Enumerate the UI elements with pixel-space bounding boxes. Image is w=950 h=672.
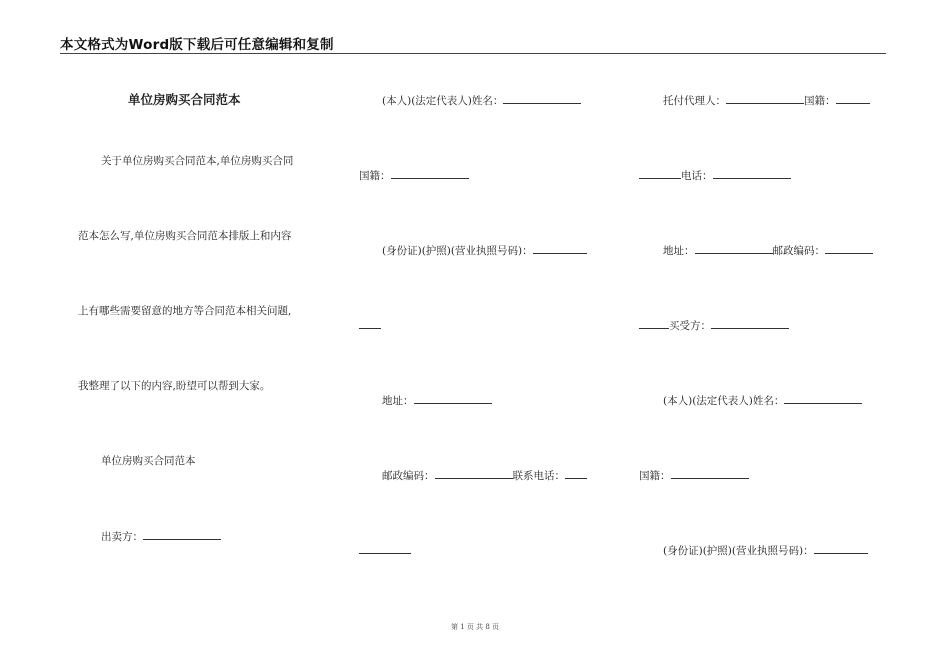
agent-blank — [726, 93, 804, 104]
seller-postcode-blank — [435, 468, 513, 479]
buyer-field — [639, 318, 789, 333]
buyer-name-label: (本人)(法定代表人)姓名： — [663, 395, 785, 407]
intro-line-2: 范本怎么写,单位房购买合同范本排版上和内容 — [78, 230, 292, 242]
agent-postcode-blank — [825, 243, 873, 254]
seller-postcode-field — [382, 468, 587, 483]
buyer-nationality-blank — [671, 468, 749, 479]
seller-nationality-blank — [391, 168, 469, 179]
buyer-name-field — [663, 393, 862, 408]
intro-line-1: 关于单位房购买合同范本,单位房购买合同 — [101, 155, 294, 167]
buyer-nationality-label: 国籍： — [639, 470, 671, 482]
seller-field — [101, 529, 221, 544]
document-header — [60, 34, 886, 54]
seller-id-blank — [533, 243, 587, 254]
seller-phone-blank — [565, 468, 587, 479]
buyer-blank — [711, 318, 789, 329]
intro-line-4: 我整理了以下的内容,盼望可以帮到大家。 — [78, 380, 271, 392]
buyer-nationality-field — [639, 468, 749, 483]
buyer-name-blank — [784, 393, 862, 404]
seller-id-continuation — [359, 318, 381, 333]
agent-address-blank — [695, 243, 773, 254]
page-number: 第 1 页 共 8 页 — [450, 623, 500, 631]
seller-id-blank-cont — [359, 318, 381, 329]
agent-address-field — [663, 243, 873, 258]
seller-name-blank — [503, 93, 581, 104]
seller-label: 出卖方： — [101, 531, 143, 543]
seller-name-label: (本人)(法定代表人)姓名： — [382, 95, 504, 107]
seller-address-blank — [414, 393, 492, 404]
agent-field — [663, 93, 870, 108]
seller-phone-label: 联系电话： — [512, 470, 565, 482]
agent-nationality-blank — [836, 93, 870, 104]
seller-address-field — [382, 393, 492, 408]
agent-address-label: 地址： — [663, 245, 695, 257]
seller-blank — [143, 529, 221, 540]
seller-nationality-field — [359, 168, 469, 183]
buyer-label: 买受方： — [669, 320, 711, 332]
agent-postcode-label: 邮政编码： — [772, 245, 825, 257]
agent-label: 托付代理人： — [663, 95, 726, 107]
document-title: 单位房购买合同范本 — [128, 92, 241, 107]
buyer-id-field — [663, 543, 868, 558]
seller-phone-blank-cont — [359, 543, 411, 554]
agent-nationality-blank-cont — [639, 168, 681, 179]
agent-phone-blank — [713, 168, 791, 179]
buyer-id-blank — [814, 543, 868, 554]
seller-id-field — [382, 243, 587, 258]
agent-phone-label: 电话： — [681, 170, 713, 182]
seller-nationality-label: 国籍： — [359, 170, 391, 182]
agent-nationality-label: 国籍： — [804, 95, 836, 107]
seller-id-label: (身份证)(护照)(营业执照号码)： — [382, 245, 533, 257]
buyer-id-label: (身份证)(护照)(营业执照号码)： — [663, 545, 814, 557]
section-subtitle: 单位房购买合同范本 — [101, 455, 196, 467]
seller-phone-continuation — [359, 543, 411, 558]
seller-address-label: 地址： — [382, 395, 414, 407]
header-text: 本文格式为Word版下载后可任意编辑和复制 — [60, 37, 334, 53]
intro-line-3: 上有哪些需要留意的地方等合同范本相关问题, — [78, 305, 292, 317]
agent-phone-field — [639, 168, 791, 183]
seller-postcode-label: 邮政编码： — [382, 470, 435, 482]
seller-name-field — [382, 93, 581, 108]
agent-postcode-blank-cont — [639, 318, 669, 329]
